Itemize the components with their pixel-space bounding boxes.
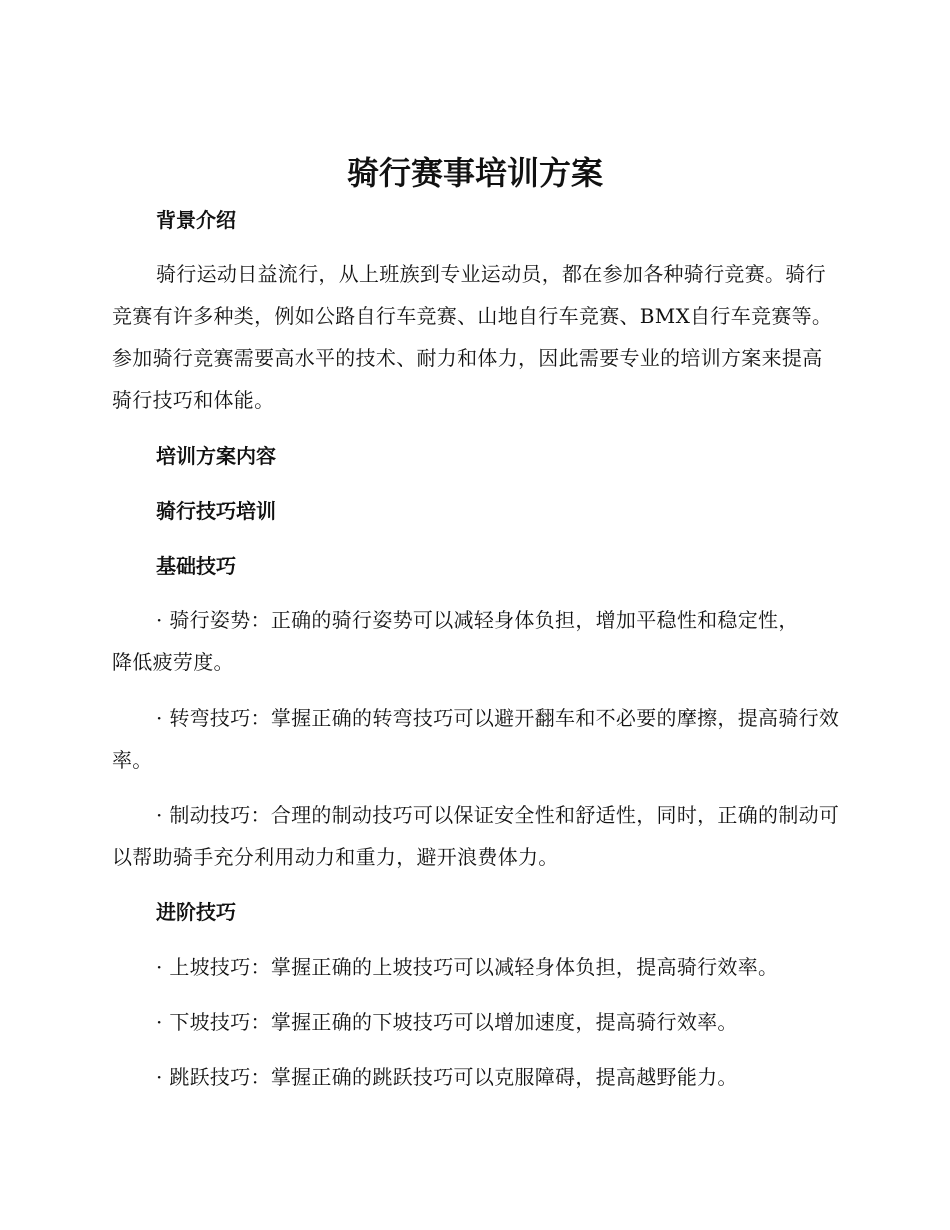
section-heading-content: 培训方案内容	[156, 444, 276, 468]
basic-item-cornering: · 转弯技巧：掌握正确的转弯技巧可以避开翻车和不必要的摩擦，提高骑行效率。	[112, 706, 840, 772]
basic-item-posture: · 骑行姿势：正确的骑行姿势可以减轻身体负担，增加平稳性和稳定性，降低疲劳度。	[112, 608, 799, 674]
section-heading-basic: 基础技巧	[156, 554, 236, 578]
advanced-item-uphill: · 上坡技巧：掌握正确的上坡技巧可以减轻身体负担，提高骑行效率。	[156, 955, 779, 979]
basic-item-braking: · 制动技巧：合理的制动技巧可以保证安全性和舒适性，同时，正确的制动可以帮助骑手充分利用动力和重力，避开浪费体力。	[112, 803, 840, 869]
section-heading-background: 背景介绍	[156, 208, 236, 232]
document-title: 骑行赛事培训方案	[346, 154, 603, 192]
advanced-item-downhill: · 下坡技巧：掌握正确的下坡技巧可以增加速度，提高骑行效率。	[156, 1010, 738, 1034]
section-heading-skills: 骑行技巧培训	[156, 499, 276, 523]
background-paragraph: 骑行运动日益流行，从上班族到专业运动员，都在参加各种骑行竞赛。骑行竞赛有许多种类，例如公路自行车竞赛、山地自行车竞赛、BMX自行车竞赛等。参加骑行竞赛需要高水平的技术、耐力和体力，因此需要专业的培训方案来提高骑行技巧和体能。	[112, 262, 833, 412]
section-heading-advanced: 进阶技巧	[156, 900, 236, 924]
advanced-item-jumping: · 跳跃技巧：掌握正确的跳跃技巧可以克服障碍，提高越野能力。	[156, 1065, 738, 1089]
